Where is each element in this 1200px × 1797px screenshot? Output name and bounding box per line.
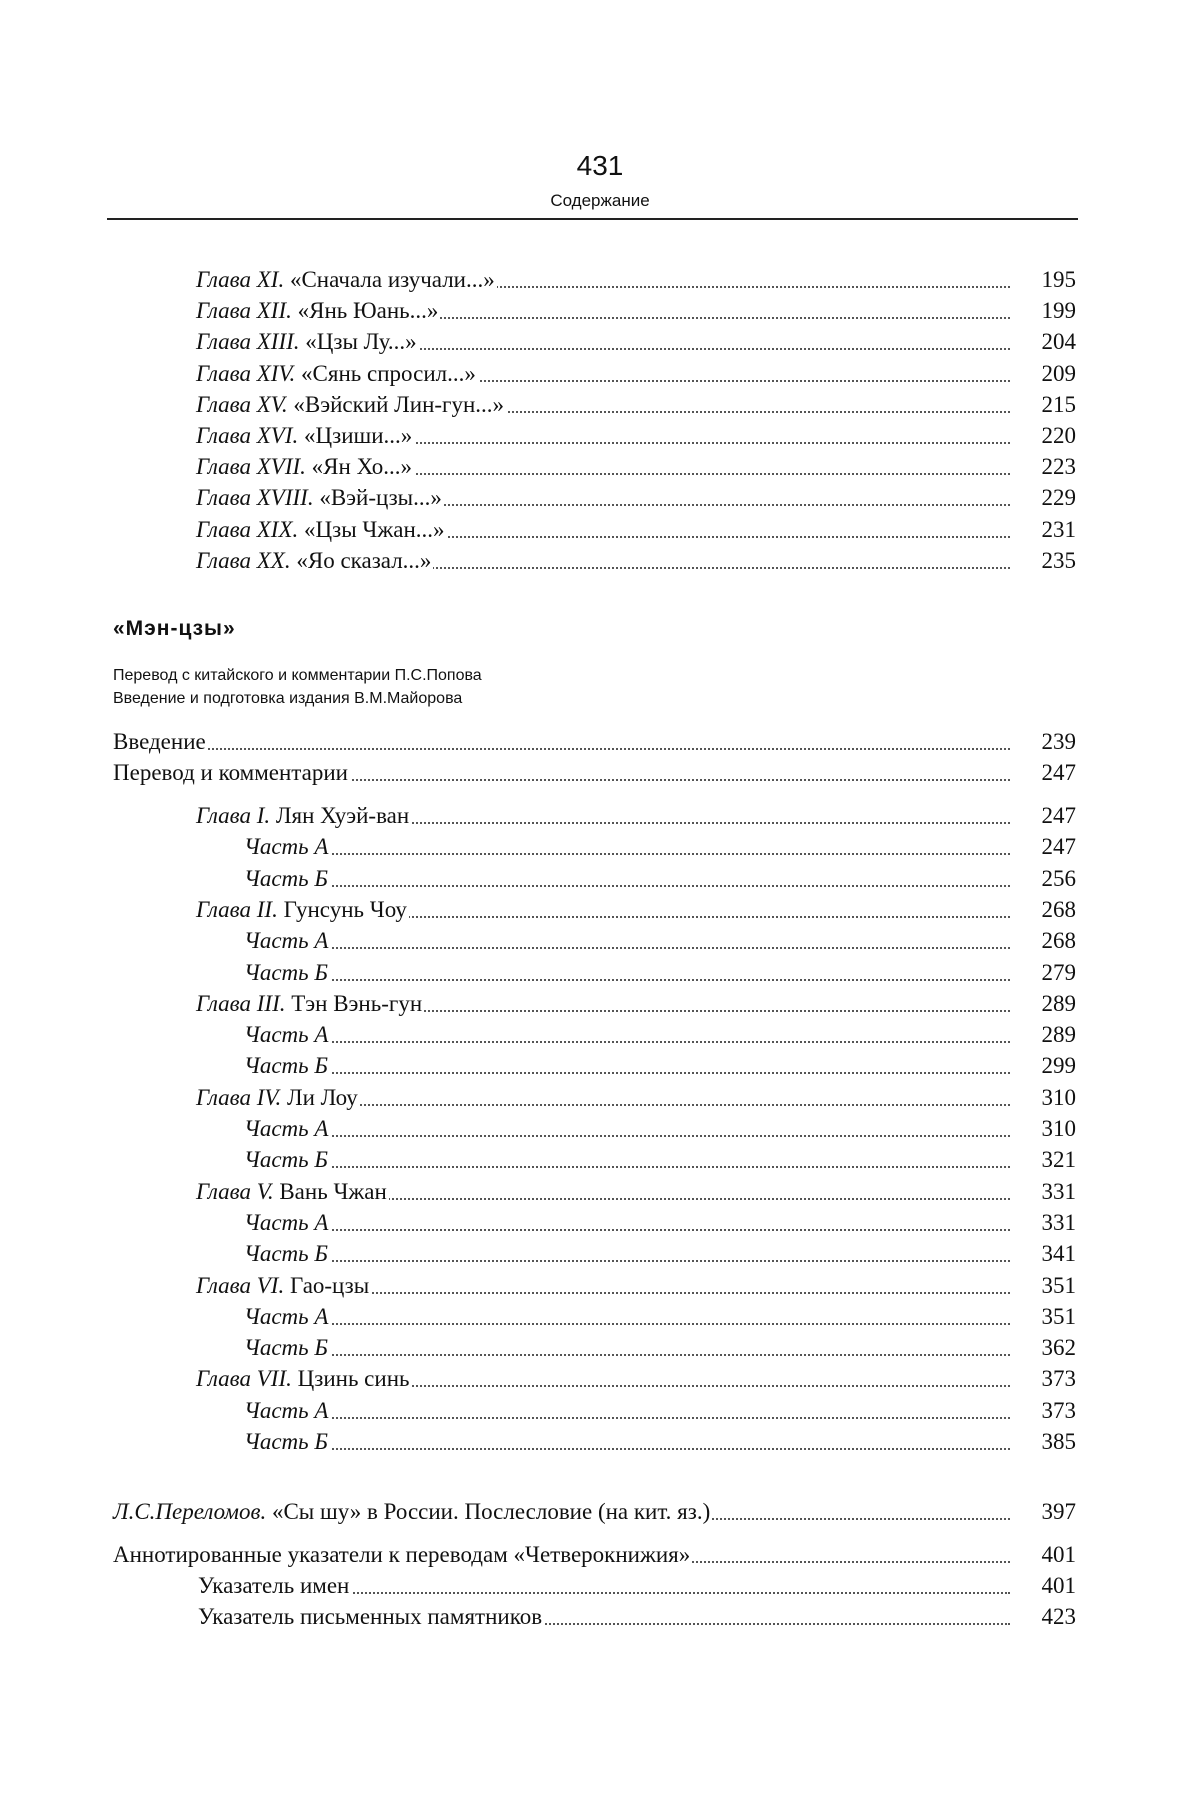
toc-entry-title: «Янь Юань...» <box>297 298 439 324</box>
toc-page-number: 401 <box>1041 1573 1076 1598</box>
toc-entry-title: Вань Чжан <box>279 1178 387 1204</box>
toc-entry-title: Гао-цзы <box>289 1272 370 1298</box>
toc-entry <box>0 758 1200 788</box>
toc-page-number: 199 <box>1041 298 1076 324</box>
toc-entry-text <box>244 1427 330 1457</box>
toc-entry-title: Цзинь синь <box>297 1366 410 1392</box>
toc-entry-title: Гунсунь Чоу <box>283 896 407 922</box>
toc-entry-title: Введение <box>113 729 206 754</box>
toc-entry-label: Часть Б <box>244 865 328 891</box>
toc-page-number: 351 <box>1041 1272 1076 1298</box>
credit-edition: Введение и подготовка издания В.М.Майорова <box>113 690 463 707</box>
toc-page-number: 279 <box>1041 959 1076 985</box>
toc-entry-label: Глава XIX. <box>196 516 299 542</box>
toc-page-number: 310 <box>1041 1084 1076 1110</box>
toc-entry-label: Глава XVIII. <box>196 485 314 511</box>
dot-leader <box>244 1042 1010 1074</box>
toc-entry-label: Глава II. <box>196 896 278 922</box>
dot-leader <box>244 1105 1010 1137</box>
toc-entry-label: Глава VI. <box>196 1272 285 1298</box>
toc-page-number: 235 <box>1041 547 1076 573</box>
toc-entry-title: Тэн Вэнь-гун <box>291 990 423 1016</box>
toc-entry-label: Глава IV. <box>196 1084 282 1110</box>
credit-translation: Перевод с китайского и комментарии П.С.Попова <box>113 667 482 684</box>
toc-entry-title: «Вэй-цзы...» <box>319 485 442 511</box>
toc-page-number: 351 <box>1041 1303 1076 1329</box>
toc-entry-label: Глава XVII. <box>196 454 306 480</box>
toc-entry-label: Глава XVI. <box>196 423 299 448</box>
toc-entry-label: Глава XIV. <box>196 360 296 386</box>
header-rule <box>107 218 1078 220</box>
dot-leader <box>113 718 1010 750</box>
page-number: 431 <box>576 150 624 181</box>
dot-leader <box>244 1418 1010 1450</box>
toc-entry-title: Указатель письменных памятников <box>198 1604 543 1629</box>
toc-page-number: 289 <box>1041 990 1076 1016</box>
toc-page-number: 239 <box>1041 729 1076 754</box>
dot-leader <box>244 823 1010 855</box>
toc-entry-label: Глава XX. <box>196 547 291 573</box>
dot-leader <box>244 949 1010 981</box>
toc-entry-label: Часть Б <box>244 1429 328 1454</box>
toc-page-number: 195 <box>1041 267 1076 292</box>
toc-entry-label: Часть А <box>244 928 329 954</box>
toc-entry-title: Перевод и комментарии <box>113 760 348 785</box>
section-title-mencius: «Мэн-цзы» <box>113 617 236 640</box>
toc-entry-title: «Сянь спросил...» <box>301 360 476 386</box>
toc-entry-title: Ли Лоу <box>287 1084 358 1110</box>
toc-entry-label: Глава XII. <box>196 298 292 324</box>
toc-page-number: 215 <box>1041 391 1076 417</box>
toc-page-number: 331 <box>1041 1178 1076 1204</box>
toc-page-number: 289 <box>1041 1022 1076 1048</box>
toc-entry <box>0 1497 1200 1527</box>
toc-page-number: 268 <box>1041 896 1076 922</box>
toc-entry-title: «Цзы Лу...» <box>305 329 417 355</box>
running-header: Содержание <box>550 191 650 210</box>
toc-entry-label: Глава XIII. <box>196 329 300 355</box>
toc-page-number: 423 <box>1041 1604 1076 1629</box>
toc-entry-label: Глава III. <box>196 990 286 1016</box>
toc-page-number: 341 <box>1041 1241 1076 1267</box>
toc-entry-text <box>113 758 350 788</box>
toc-entry-label: Часть Б <box>244 959 328 985</box>
toc-page-number: 385 <box>1041 1429 1076 1454</box>
toc-entry-label: Л.С.Переломов. <box>113 1499 267 1524</box>
toc-entry-label: Глава VII. <box>196 1366 292 1392</box>
toc-page-number: 331 <box>1041 1209 1076 1235</box>
dot-leader <box>244 855 1010 887</box>
toc-entry-label: Часть Б <box>244 1241 328 1267</box>
toc-entry-label: Часть Б <box>244 1335 328 1361</box>
toc-entry-label: Часть А <box>244 1397 329 1423</box>
toc-entry-label: Часть Б <box>244 1147 328 1173</box>
toc-entry-label: Глава XV. <box>196 391 288 417</box>
toc-entry-label: Часть А <box>244 834 329 860</box>
toc-page-number: 397 <box>1041 1499 1076 1524</box>
dot-leader <box>244 917 1010 949</box>
toc-entry-title: «Вэйский Лин-гун...» <box>293 391 505 417</box>
toc-entry-title: «Сы шу» в России. Послесловие (на кит. яз.) <box>271 1499 711 1524</box>
dot-leader <box>244 1230 1010 1262</box>
toc-entry-title: «Цзы Чжан...» <box>304 516 445 542</box>
toc-page-number: 247 <box>1041 760 1076 785</box>
toc-page-number: 310 <box>1041 1116 1076 1141</box>
toc-entry-title: Аннотированные указатели к переводам «Четверокнижия» <box>113 1542 691 1567</box>
toc-page-number: 209 <box>1041 360 1076 386</box>
toc-entry-label: Часть Б <box>244 1053 328 1079</box>
toc-entry <box>0 1427 1200 1457</box>
toc-page-number: 220 <box>1041 423 1076 448</box>
toc-entry-title: «Цзиши...» <box>304 423 413 448</box>
toc-page-number: 373 <box>1041 1397 1076 1423</box>
dot-leader <box>244 1387 1010 1419</box>
toc-page-number: 401 <box>1041 1542 1076 1567</box>
toc-page-number: 247 <box>1041 834 1076 860</box>
toc-page-number: 223 <box>1041 454 1076 480</box>
toc-entry-label: Часть А <box>244 1209 329 1235</box>
toc-entry-label: Глава V. <box>196 1178 274 1204</box>
dot-leader <box>244 1136 1010 1168</box>
toc-entry-title: «Сначала изучали...» <box>289 267 495 292</box>
toc-entry-title: «Ян Хо...» <box>311 454 412 480</box>
toc-page-number: 229 <box>1041 485 1076 511</box>
dot-leader <box>244 1011 1010 1043</box>
toc-page-number: 321 <box>1041 1147 1076 1173</box>
toc-entry-text <box>196 546 433 576</box>
toc-page-number: 268 <box>1041 928 1076 954</box>
toc-page-number: 247 <box>1041 803 1076 828</box>
toc-entry <box>0 546 1200 576</box>
toc-page-number: 231 <box>1041 516 1076 542</box>
toc-entry-text <box>198 1602 544 1632</box>
dot-leader <box>244 1324 1010 1356</box>
toc-entry <box>0 1602 1200 1632</box>
toc-entry-title: «Яо сказал...» <box>296 547 432 573</box>
toc-entry-text <box>113 1497 712 1527</box>
dot-leader <box>244 1293 1010 1325</box>
toc-entry-label: Глава I. <box>196 803 271 828</box>
toc-entry-label: Глава XI. <box>196 267 285 292</box>
toc-page-number: 373 <box>1041 1366 1076 1392</box>
toc-page-number: 362 <box>1041 1335 1076 1361</box>
toc-entry-label: Часть А <box>244 1303 329 1329</box>
toc-entry-label: Часть А <box>244 1116 329 1141</box>
toc-page-number: 204 <box>1041 329 1076 355</box>
dot-leader <box>244 1199 1010 1231</box>
toc-page-number: 299 <box>1041 1053 1076 1079</box>
toc-entry-title: Лян Хуэй-ван <box>275 803 410 828</box>
toc-entry-label: Часть А <box>244 1022 329 1048</box>
toc-page-number: 256 <box>1041 865 1076 891</box>
toc-entry-title: Указатель имен <box>198 1573 350 1598</box>
